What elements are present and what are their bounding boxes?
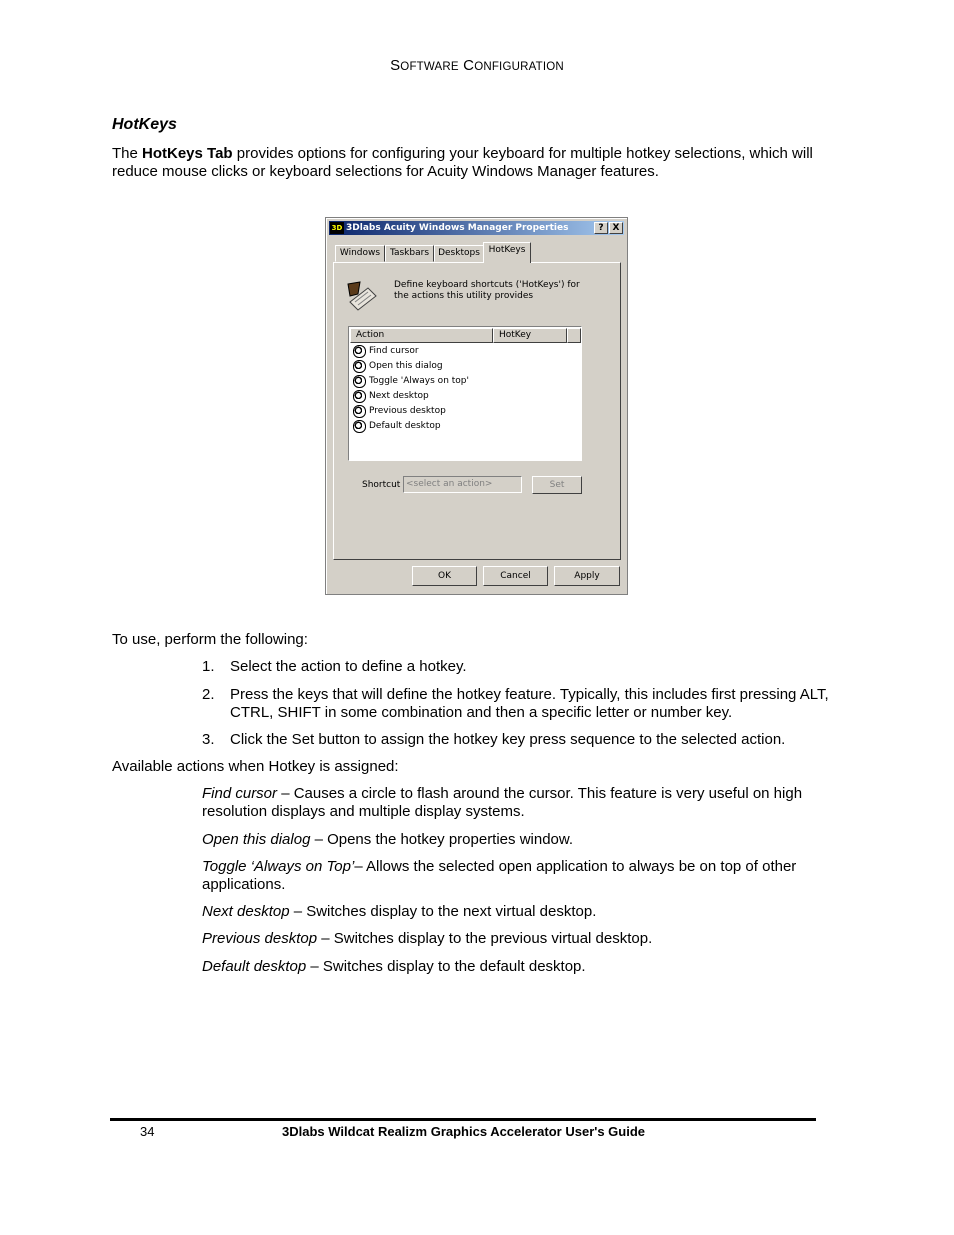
definition-desc: – Causes a circle to flash around the cursor. This feature is very useful on high resolution displays and multiple display systems.	[202, 785, 803, 820]
step-number: 3.	[202, 731, 215, 748]
step-text: Click the Set button to assign the hotkey key press sequence to the selected action.	[230, 731, 786, 748]
dialog-title: 3Dlabs Acuity Windows Manager Properties	[346, 223, 569, 233]
intro-pre: The	[112, 145, 143, 162]
definition-term: Previous desktop	[202, 930, 318, 947]
step-number: 2.	[202, 686, 215, 703]
actions-list[interactable]	[348, 326, 582, 461]
apply-button[interactable]: Apply	[554, 566, 620, 586]
action-icon	[353, 420, 366, 433]
step-text: Press the keys that will define the hotkey feature. Typically, this includes first pressing ALT, CTRL, SHIFT in some combination and then a specific letter or number key.	[230, 686, 829, 721]
app-logo-icon: 3D	[331, 224, 343, 232]
hotkeys-description: Define keyboard shortcuts ('HotKeys') for the actions this utility provides	[394, 280, 580, 301]
list-item-label: Toggle 'Always on top'	[369, 376, 469, 386]
running-header	[0, 57, 954, 74]
set-button[interactable]: Set	[532, 476, 582, 494]
action-icon	[353, 360, 366, 373]
definition-desc: – Switches display to the next virtual desktop.	[289, 903, 597, 920]
list-item-label: Open this dialog	[369, 361, 443, 371]
list-item-label: Next desktop	[369, 391, 429, 401]
header-initial-s: S	[390, 57, 401, 74]
shortcut-input[interactable]: <select an action>	[403, 476, 522, 493]
action-icon	[353, 405, 366, 418]
intro-post: provides options for configuring your keyboard for multiple hotkey selections, which will reduce mouse clicks or keyboard selections for Acuity Windows Manager features.	[112, 145, 813, 180]
step-number: 1.	[202, 658, 215, 675]
definition-term: Next desktop	[202, 903, 290, 920]
definition-item	[202, 785, 842, 821]
intro-bold: HotKeys Tab	[142, 145, 233, 162]
guide-title: 3Dlabs Wildcat Realizm Graphics Accelerator User's Guide	[282, 1124, 646, 1139]
cancel-button[interactable]: Cancel	[483, 566, 548, 586]
keyboard-icon	[346, 280, 378, 312]
header-word-software: OFTWARE	[400, 61, 459, 73]
definition-desc: – Opens the hotkey properties window.	[310, 831, 574, 848]
tab-desktops[interactable]: Desktops	[434, 245, 484, 262]
header-initial-c: C	[463, 57, 475, 74]
definition-item	[202, 858, 842, 894]
definition-item	[202, 903, 842, 921]
dialog-titlebar	[329, 221, 624, 235]
definition-term: Open this dialog	[202, 831, 311, 848]
column-header-hotkey[interactable]: HotKey	[493, 328, 567, 343]
definition-desc: – Allows the selected open application to always be on top of other applications.	[202, 858, 797, 893]
action-icon	[353, 390, 366, 403]
definition-item	[202, 958, 842, 976]
footer-rule	[110, 1118, 816, 1121]
definition-term: Toggle ‘Always on Top’	[202, 858, 355, 875]
ok-button[interactable]: OK	[412, 566, 477, 586]
action-icon	[353, 345, 366, 358]
intro-paragraph	[112, 145, 852, 181]
header-word-configuration: ONFIGURATION	[474, 61, 564, 73]
tab-windows[interactable]: Windows	[335, 245, 385, 262]
help-button[interactable]: ?	[594, 222, 608, 234]
list-item-label: Previous desktop	[369, 406, 446, 416]
list-item-label: Default desktop	[369, 421, 441, 431]
available-intro: Available actions when Hotkey is assigned:	[112, 758, 399, 775]
definition-item	[202, 831, 842, 849]
definition-desc: – Switches display to the previous virtual desktop.	[317, 930, 653, 947]
column-header-action[interactable]: Action	[350, 328, 493, 343]
column-header-spacer	[567, 328, 581, 343]
step-text: Select the action to define a hotkey.	[230, 658, 467, 675]
page-number: 34	[140, 1124, 155, 1139]
section-title: HotKeys	[112, 116, 177, 133]
use-intro: To use, perform the following:	[112, 631, 308, 648]
shortcut-label: Shortcut	[362, 480, 401, 490]
definition-term: Find cursor	[202, 785, 278, 802]
tab-taskbars[interactable]: Taskbars	[385, 245, 434, 262]
definition-desc: – Switches display to the default desktop.	[306, 958, 586, 975]
tab-hotkeys[interactable]: HotKeys	[483, 242, 531, 263]
definition-term: Default desktop	[202, 958, 307, 975]
action-icon	[353, 375, 366, 388]
list-item-label: Find cursor	[369, 346, 419, 356]
definition-item	[202, 930, 842, 948]
properties-dialog	[325, 217, 628, 595]
close-button[interactable]: X	[609, 222, 623, 234]
